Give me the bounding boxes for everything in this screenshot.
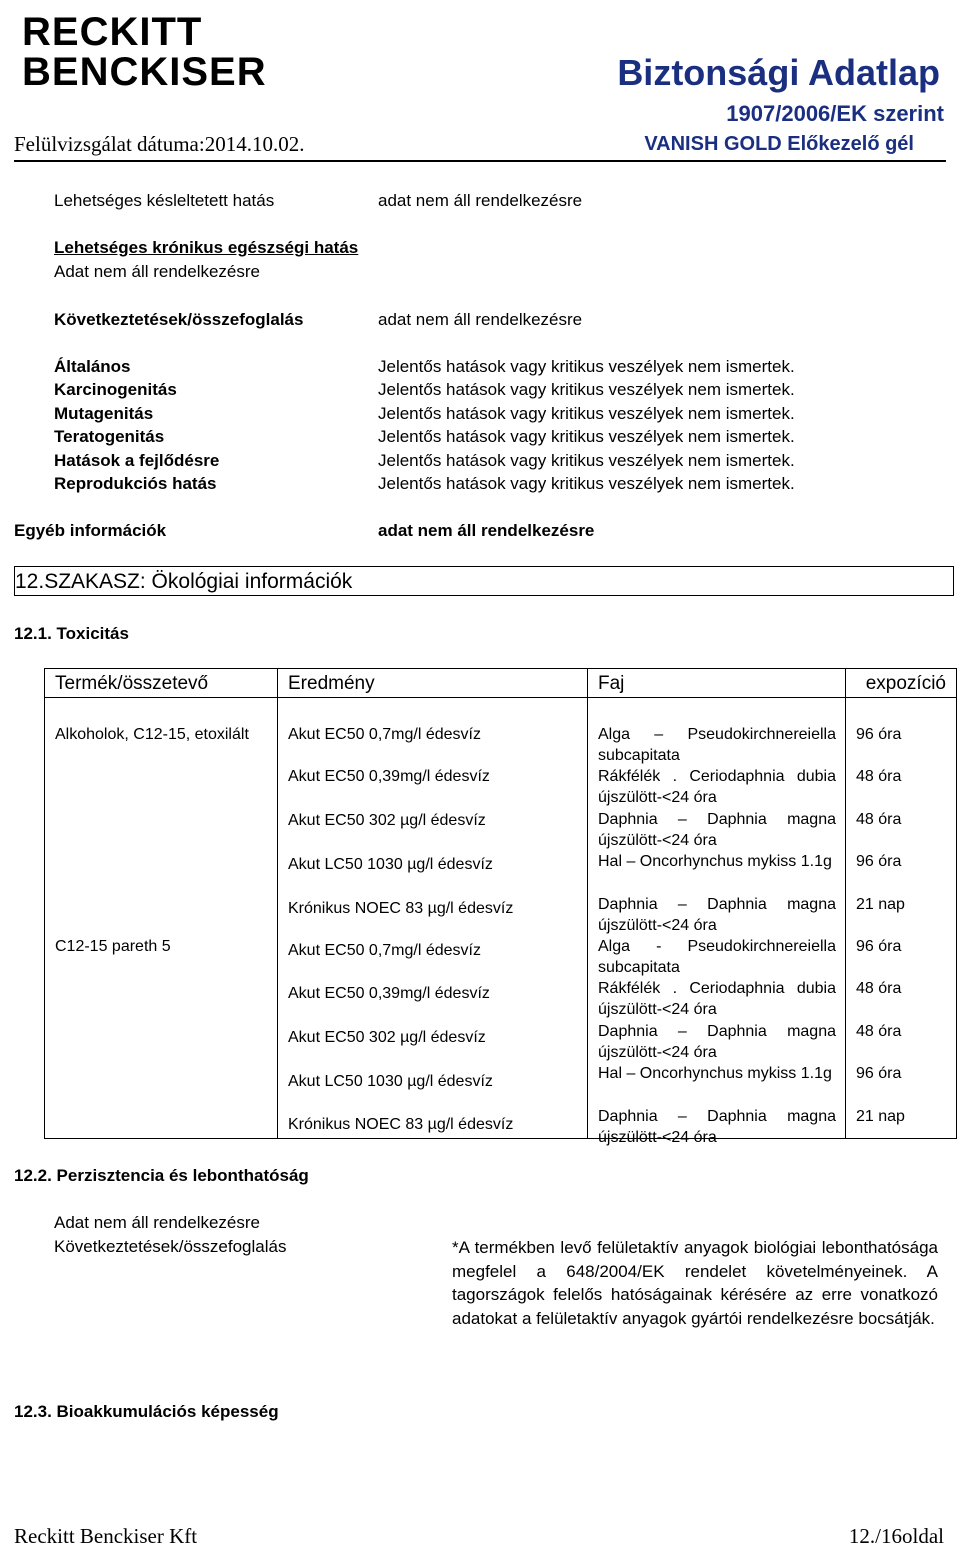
species-cell: Rákfélék . Ceriodaphnia dubia újszülött-<24 óra bbox=[598, 980, 836, 1018]
company-logo bbox=[22, 8, 267, 94]
result-cell: Akut EC50 302 µg/l édesvíz bbox=[288, 1029, 486, 1046]
other-info-label: Egyéb információk bbox=[14, 521, 167, 540]
result-cell: Akut EC50 302 µg/l édesvíz bbox=[288, 812, 486, 829]
exposure-cell: 21 nap bbox=[856, 1108, 905, 1125]
product-cell: Alkoholok, C12-15, etoxilált bbox=[55, 726, 249, 743]
delayed-effects-label: Lehetséges késleltetett hatás bbox=[54, 191, 275, 210]
effect-label: Teratogenitás bbox=[54, 427, 165, 446]
product-column bbox=[45, 698, 278, 1139]
product-name: VANISH GOLD Előkezelő gél bbox=[644, 133, 914, 155]
column-header: Termék/összetevő bbox=[45, 669, 278, 698]
result-column bbox=[278, 698, 588, 1139]
species-cell: Alga - Pseudokirchnereiella subcapitata bbox=[598, 938, 836, 976]
result-cell: Akut LC50 1030 µg/l édesvíz bbox=[288, 1073, 493, 1090]
column-header: expozíció bbox=[846, 669, 957, 698]
delayed-effects-value: adat nem áll rendelkezésre bbox=[378, 191, 583, 210]
effect-label: Mutagenitás bbox=[54, 404, 154, 423]
persistence-conclusions-text: *A termékben levő felületaktív anyagok biológiai lebonthatósága megfelel a 648/2004/EK rendelet követelményeinek. A tagországok felelős hatóságainak kérésére az erre vonatkozó adatokat a felületaktív anyagok gyártói rendelkezésre bocsátják. bbox=[452, 1238, 938, 1328]
effect-label: Reprodukciós hatás bbox=[54, 474, 217, 493]
exposure-cell: 96 óra bbox=[856, 1065, 902, 1082]
exposure-cell: 21 nap bbox=[856, 896, 905, 913]
effect-value: Jelentős hatások vagy kritikus veszélyek nem ismertek. bbox=[378, 357, 795, 376]
exposure-cell: 48 óra bbox=[856, 768, 902, 785]
effect-value: Jelentős hatások vagy kritikus veszélyek nem ismertek. bbox=[378, 474, 795, 493]
exposure-cell: 96 óra bbox=[856, 726, 902, 743]
exposure-cell: 48 óra bbox=[856, 980, 902, 997]
effect-label: Hatások a fejlődésre bbox=[54, 451, 220, 470]
effect-label: Általános bbox=[54, 357, 131, 376]
species-cell: Alga – Pseudokirchnereiella subcapitata bbox=[598, 726, 836, 764]
exposure-cell: 96 óra bbox=[856, 938, 902, 955]
persistence-heading: 12.2. Perzisztencia és lebonthatóság bbox=[14, 1166, 309, 1185]
logo-line-2: BENCKISER bbox=[22, 50, 267, 94]
exposure-cell: 48 óra bbox=[856, 1023, 902, 1040]
species-cell: Daphnia – Daphnia magna újszülött-<24 óra bbox=[598, 1023, 836, 1061]
header-divider bbox=[14, 160, 946, 162]
species-cell: Daphnia – Daphnia magna újszülött-<24 óra bbox=[598, 811, 836, 849]
result-cell: Krónikus NOEC 83 µg/l édesvíz bbox=[288, 900, 514, 917]
table-row bbox=[45, 698, 957, 1139]
persistence-conclusions-label: Következtetések/összefoglalás bbox=[54, 1237, 287, 1256]
other-info-value: adat nem áll rendelkezésre bbox=[378, 521, 595, 540]
effect-value: Jelentős hatások vagy kritikus veszélyek nem ismertek. bbox=[378, 380, 795, 399]
document-title: Biztonsági Adatlap bbox=[617, 52, 940, 93]
result-cell: Akut EC50 0,7mg/l édesvíz bbox=[288, 726, 481, 743]
result-cell: Krónikus NOEC 83 µg/l édesvíz bbox=[288, 1116, 514, 1133]
result-cell: Akut LC50 1030 µg/l édesvíz bbox=[288, 856, 493, 873]
result-cell: Akut EC50 0,39mg/l édesvíz bbox=[288, 985, 490, 1002]
toxicity-table bbox=[44, 668, 957, 1146]
footer-company: Reckitt Benckiser Kft bbox=[14, 1524, 198, 1548]
species-cell: Hal – Oncorhynchus mykiss 1.1g bbox=[598, 853, 832, 870]
section-12-heading: 12.SZAKASZ: Ökológiai információk bbox=[15, 570, 353, 593]
table-header-row bbox=[45, 669, 957, 698]
effect-value: Jelentős hatások vagy kritikus veszélyek nem ismertek. bbox=[378, 451, 795, 470]
footer-page-number: 12./16oldal bbox=[848, 1524, 944, 1548]
chronic-effects-heading: Lehetséges krónikus egészségi hatás bbox=[54, 238, 359, 257]
column-header: Faj bbox=[588, 669, 846, 698]
product-cell: C12-15 pareth 5 bbox=[55, 938, 171, 955]
column-header: Eredmény bbox=[278, 669, 588, 698]
toxicity-heading: 12.1. Toxicitás bbox=[14, 624, 129, 643]
bioaccumulation-heading: 12.3. Bioakkumulációs képesség bbox=[14, 1402, 279, 1421]
exposure-column bbox=[846, 698, 957, 1139]
result-cell: Akut EC50 0,7mg/l édesvíz bbox=[288, 942, 481, 959]
effect-value: Jelentős hatások vagy kritikus veszélyek nem ismertek. bbox=[378, 427, 795, 446]
conclusions-value: adat nem áll rendelkezésre bbox=[378, 310, 583, 329]
chronic-effects-value: Adat nem áll rendelkezésre bbox=[54, 262, 261, 281]
effect-label: Karcinogenitás bbox=[54, 380, 177, 399]
species-column bbox=[588, 698, 846, 1146]
exposure-cell: 48 óra bbox=[856, 811, 902, 828]
section-12-heading-box bbox=[14, 566, 954, 596]
revision-date: Felülvizsgálat dátuma:2014.10.02. bbox=[14, 132, 305, 156]
species-cell: Hal – Oncorhynchus mykiss 1.1g bbox=[598, 1065, 832, 1082]
result-cell: Akut EC50 0,39mg/l édesvíz bbox=[288, 768, 490, 785]
species-cell: Daphnia – Daphnia magna újszülött-<24 óra bbox=[598, 896, 836, 934]
species-cell: Rákfélék . Ceriodaphnia dubia újszülött-<24 óra bbox=[598, 768, 836, 806]
exposure-cell: 96 óra bbox=[856, 853, 902, 870]
persistence-value: Adat nem áll rendelkezésre bbox=[54, 1213, 261, 1232]
species-cell: Daphnia – Daphnia magna újszülött-<24 óra bbox=[598, 1108, 836, 1146]
effect-value: Jelentős hatások vagy kritikus veszélyek nem ismertek. bbox=[378, 404, 795, 423]
regulation-reference: 1907/2006/EK szerint bbox=[726, 101, 944, 126]
logo-line-1: RECKITT bbox=[22, 10, 203, 54]
conclusions-label: Következtetések/összefoglalás bbox=[54, 310, 304, 329]
